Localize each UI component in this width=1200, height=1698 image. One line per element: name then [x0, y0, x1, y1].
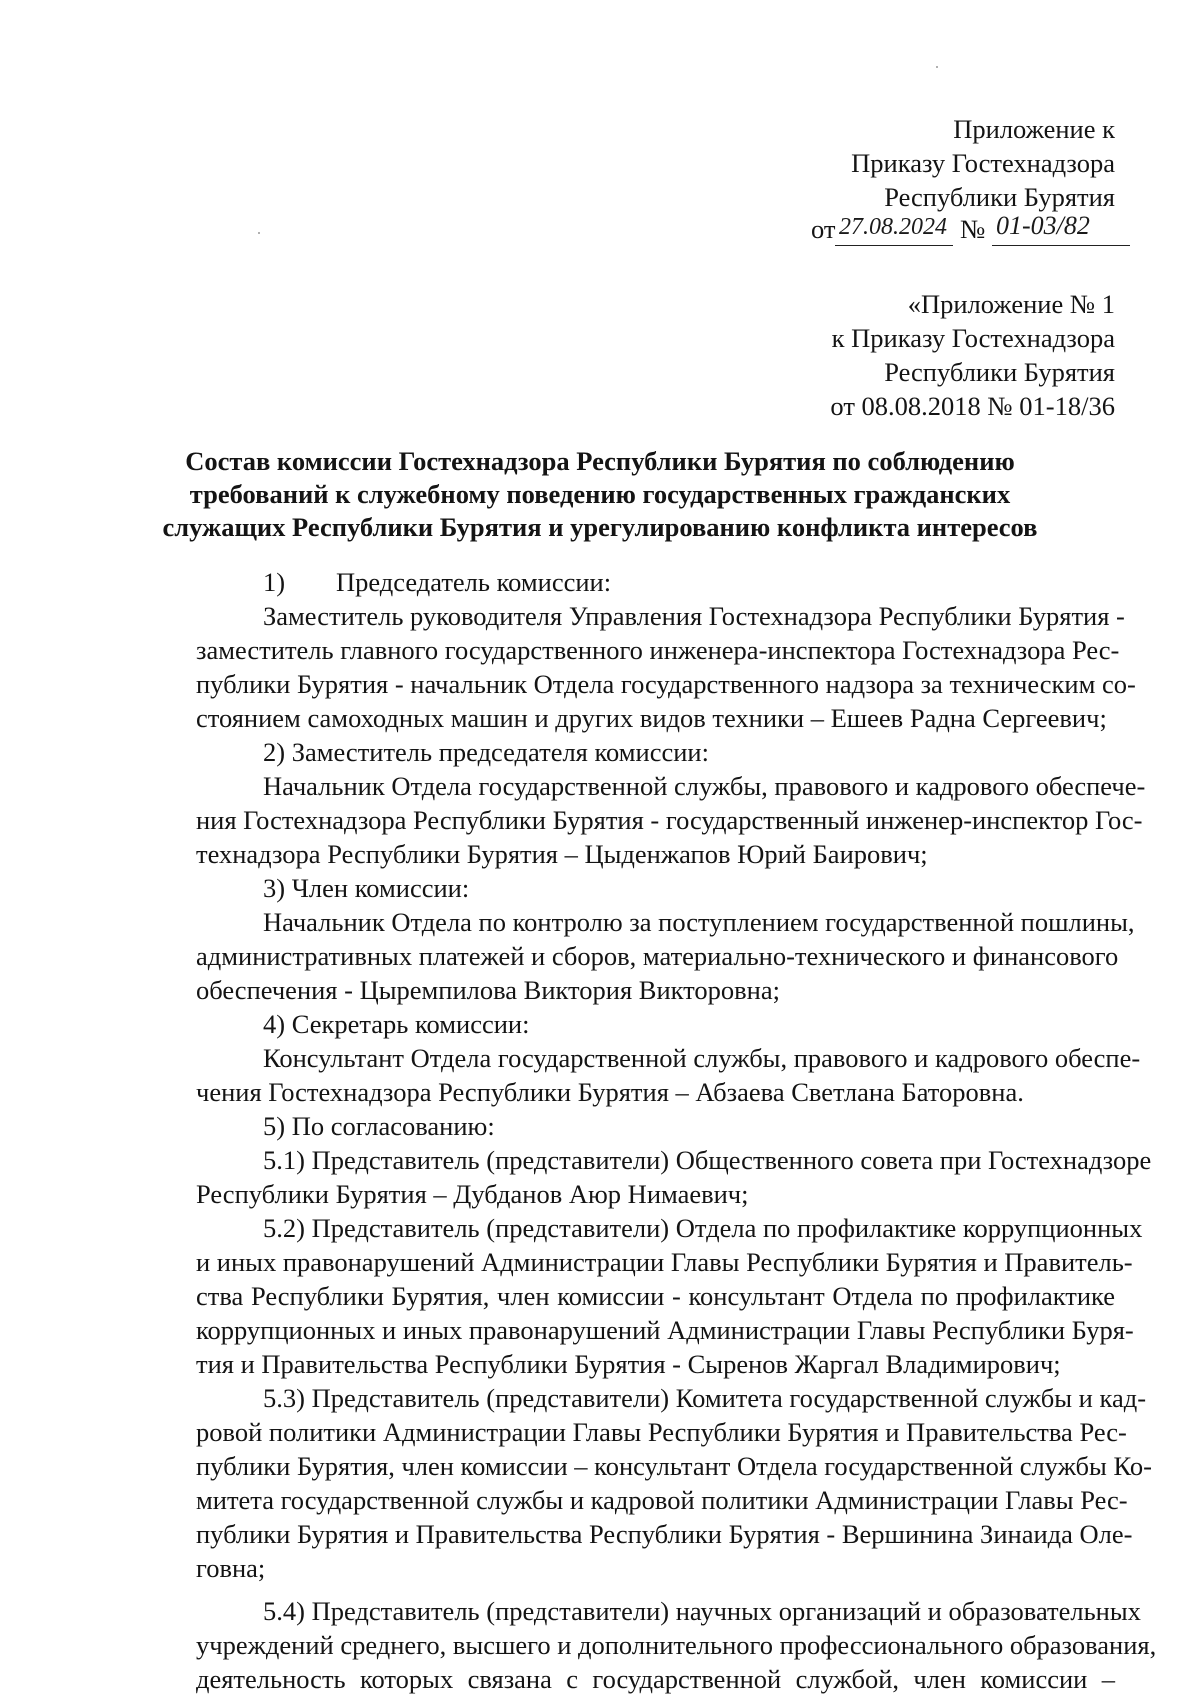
document-title-line-2: требований к служебному поведению государственных гражданских	[189, 479, 1011, 509]
header-date-line	[811, 212, 1130, 246]
handwritten-number	[992, 211, 1130, 246]
section-5-3-line-6: говна;	[196, 1553, 266, 1583]
section-5-4-line-2: учреждений среднего, высшего и дополнительного профессионального образования,	[196, 1630, 1157, 1660]
section-5-1-line-1: 5.1) Представитель (представители) Общественного совета при Гостехнадзоре	[263, 1145, 1152, 1175]
section-5-3-line-2: ровой политики Администрации Главы Республики Бурятия и Правительства Рес-	[196, 1417, 1127, 1447]
section-5-3-line-1: 5.3) Представитель (представители) Комитета государственной службы и кад-	[263, 1383, 1147, 1413]
section-5-3-line-4: митета государственной службы и кадровой политики Администрации Главы Рес-	[196, 1485, 1128, 1515]
document-title-line-3: служащих Республики Бурятия и урегулированию конфликта интересов	[162, 512, 1038, 542]
handwritten-number-svg	[992, 205, 1130, 245]
appendix-line-4: от 08.08.2018 № 01-18/36	[830, 391, 1115, 421]
section-2-line-3: технадзора Республики Бурятия – Цыденжапов Юрий Баирович;	[196, 839, 928, 869]
section-5-2-line-1: 5.2) Представитель (представители) Отдела по профилактике коррупционных	[263, 1213, 1143, 1243]
header-line-3: Республики Бурятия	[884, 182, 1115, 212]
header-line-2: Приказу Гостехнадзора	[851, 148, 1115, 178]
date-prefix: от	[810, 214, 836, 244]
section-5-1-line-2: Республики Бурятия – Дубданов Аюр Нимаевич;	[196, 1179, 749, 1209]
section-3-heading: 3) Член комиссии:	[263, 873, 470, 903]
section-5-heading: 5) По согласованию:	[263, 1111, 495, 1141]
document-title-line-1: Состав комиссии Гостехнадзора Республики Бурятия по соблюдению	[185, 446, 1015, 476]
section-5-4-line-1: 5.4) Представитель (представители) научных организаций и образовательных	[263, 1596, 1141, 1626]
section-1-line-3: публики Бурятия - начальник Отдела государственного надзора за техническим со-	[196, 669, 1136, 699]
section-3-line-2: административных платежей и сборов, материально-технического и финансового	[196, 941, 1119, 971]
section-1-number: 1)	[263, 567, 286, 597]
section-3-line-3: обеспечения - Цыремпилова Виктория Викторовна;	[196, 975, 780, 1005]
section-2-heading: 2) Заместитель председателя комиссии:	[263, 737, 709, 767]
appendix-line-3: Республики Бурятия	[884, 357, 1115, 387]
section-5-3-line-5: публики Бурятия и Правительства Республики Бурятия - Вершинина Зинаида Оле-	[196, 1519, 1133, 1549]
section-5-2-line-4: коррупционных и иных правонарушений Администрации Главы Республики Буря-	[196, 1315, 1134, 1345]
section-5-4-line-3: деятельность которых связана с государственной службой, член комиссии –	[196, 1664, 1115, 1694]
handwritten-date-svg	[835, 205, 953, 245]
header-line-1: Приложение к	[953, 114, 1115, 144]
svg-text:27.08.2024: 27.08.2024	[839, 214, 948, 240]
section-3-line-1: Начальник Отдела по контролю за поступлением государственной пошлины,	[263, 907, 1135, 937]
section-5-3-line-3: публики Бурятия, член комиссии – консультант Отдела государственной службы Ко-	[196, 1451, 1152, 1481]
appendix-line-1: «Приложение № 1	[907, 289, 1115, 319]
section-4-heading: 4) Секретарь комиссии:	[263, 1009, 530, 1039]
section-1-heading: Председатель комиссии:	[336, 567, 612, 597]
section-2-line-1: Начальник Отдела государственной службы, правового и кадрового обеспече-	[263, 771, 1146, 801]
svg-text:01-03/82: 01-03/82	[996, 211, 1090, 240]
appendix-line-2: к Приказу Гостехнадзора	[831, 323, 1115, 353]
scan-speck	[936, 66, 938, 68]
section-5-2-line-5: тия и Правительства Республики Бурятия - Сыренов Жаргал Владимирович;	[196, 1349, 1061, 1379]
section-1-line-1: Заместитель руководителя Управления Гостехнадзора Республики Бурятия -	[263, 601, 1125, 631]
section-1-line-4: стоянием самоходных машин и других видов техники – Ешеев Радна Сергеевич;	[196, 703, 1107, 733]
section-4-line-1: Консультант Отдела государственной службы, правового и кадрового обеспе-	[263, 1043, 1141, 1073]
scan-speck	[258, 232, 260, 234]
handwritten-date	[835, 215, 953, 246]
section-4-line-2: чения Гостехнадзора Республики Бурятия – Абзаева Светлана Баторовна.	[196, 1077, 1024, 1107]
section-5-2-line-3: ства Республики Бурятия, член комиссии - консультант Отдела по профилактике	[196, 1281, 1115, 1311]
section-5-2-line-2: и иных правонарушений Администрации Главы Республики Бурятия и Правитель-	[196, 1247, 1133, 1277]
section-1-line-2: заместитель главного государственного инженера-инспектора Гостехнадзора Рес-	[196, 635, 1120, 665]
number-sign: №	[960, 214, 986, 244]
section-2-line-2: ния Гостехнадзора Республики Бурятия - государственный инженер-инспектор Гос-	[196, 805, 1143, 835]
